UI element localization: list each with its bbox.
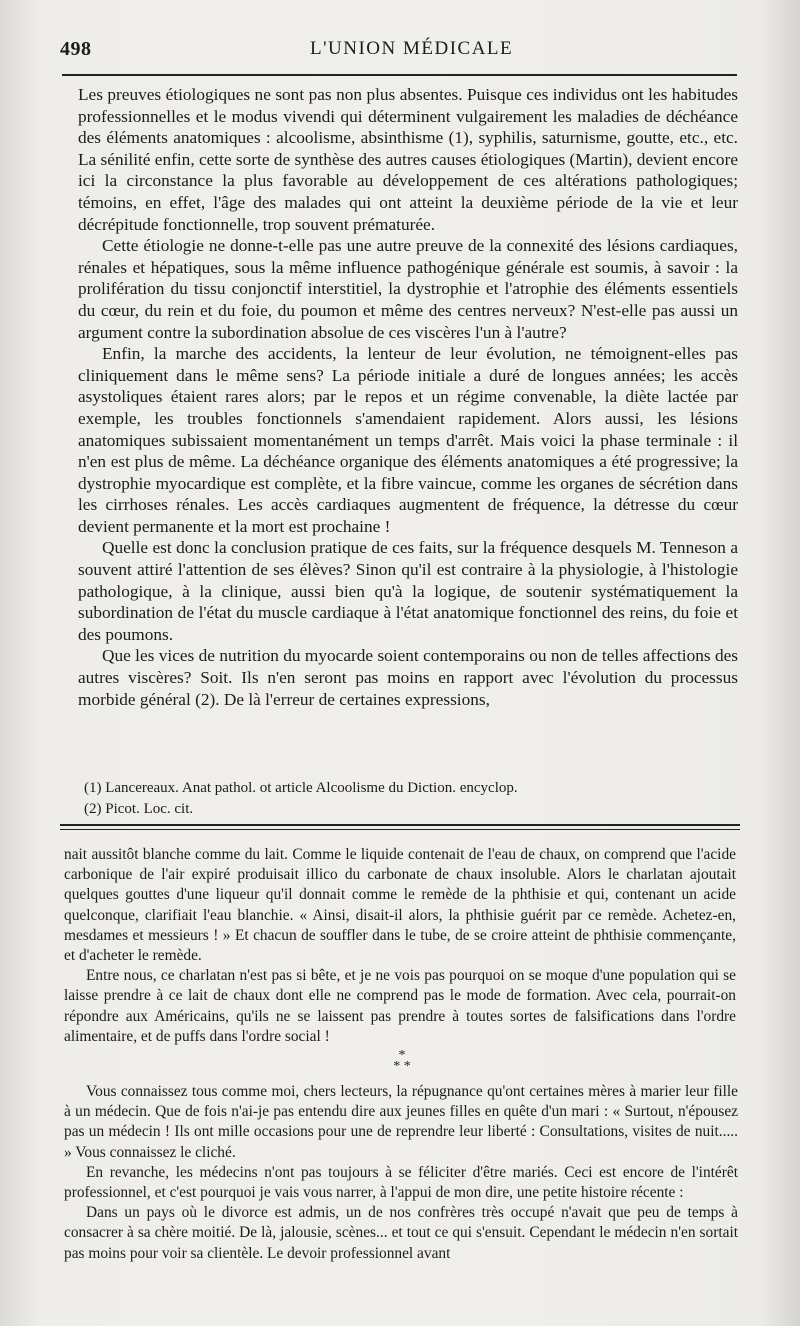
feuilleton-paragraph: Entre nous, ce charlatan n'est pas si bête, et je ne vois pas pourquoi on se moque d'une population qui se laisse prendre à ce lait de chaux dont elle ne comprend pas le mode de formation. Avec cela, pourrait-on répondre aux Américains, qu'ils ne se laissent pas prendre à toutes sortes de falsifications dans l'ordre alimentaire, et de puffs dans l'ordre social ! (64, 967, 736, 1045)
footnotes (84, 778, 724, 820)
page-header (60, 38, 740, 66)
footnote: (1) Lancereaux. Anat pathol. ot article Alcoolisme du Diction. encyclop. (84, 780, 518, 796)
main-paragraph: Cette étiologie ne donne-t-elle pas une autre preuve de la connexité des lésions cardiaques, rénales et hépatiques, sous la même influence pathogénique générale est soumis, à savoir : la prolifération du tissu conjonctif interstitiel, la dystrophie et l'atrophie des éléments essentiels du cœur, du rein et du foie, du poumon et même des centres nerveux? N'est-elle pas aussi un argument contre la subordination absolue de ces viscères l'un à l'autre? (78, 236, 738, 342)
main-text (78, 84, 738, 710)
feuilleton-separator-rule (60, 824, 740, 830)
running-head: L'UNION MÉDICALE (310, 38, 514, 59)
main-paragraph: Quelle est donc la conclusion pratique de ces faits, sur la fréquence desquels M. Tenneson a souvent attiré l'attention de ses élèves? Sinon qu'il est contraire à la physiologie, à l'histologie pathologique, à la clinique, aussi bien qu'à la logique, de soutenir systématiquement la subordination de l'état du muscle cardiaque à l'état anatomique fonctionnel des reins, du foie et des poumons. (78, 538, 738, 644)
page-number: 498 (60, 38, 92, 60)
main-paragraph: Que les vices de nutrition du myocarde soient contemporains ou non de telles affections des autres viscères? Soit. Ils n'en seront pas moins en rapport avec l'évolution du processus morbide général (2). De là l'erreur de certaines expressions, (78, 646, 738, 709)
feuilleton-paragraph: Vous connaissez tous comme moi, chers lecteurs, la répugnance qu'ont certaines mères à marier leur fille à un médecin. Que de fois n'ai-je pas entendu dire aux jeunes filles en quête d'un mari : « Surtout, n'épousez pas un médecin ! Ils ont mille occasions pour une de reprendre leur liberté : Consultations, visites de nuit..... » Vous connaissez le cliché. (64, 1083, 738, 1161)
feuilleton-paragraph: En revanche, les médecins n'ont pas toujours à se féliciter d'être mariés. Ceci est encore de l'intérêt professionnel, et c'est pourquoi je vais vous narrer, à l'appui de mon dire, une petite histoire récente : (64, 1163, 738, 1202)
feuilleton-text-continued (64, 1082, 738, 1264)
header-rule (62, 74, 737, 76)
footnote: (2) Picot. Loc. cit. (84, 801, 194, 817)
feuilleton-paragraph: Dans un pays où le divorce est admis, un de nos confrères très occupé n'avait que peu de temps à consacrer à sa chère moitié. De là, jalousie, scènes... et tout ce qui s'ensuit. Cependant le médecin n'en sortait pas moins pour voir sa clientèle. Le devoir professionnel avant (64, 1204, 738, 1262)
feuilleton-paragraph: nait aussitôt blanche comme du lait. Comme le liquide contenait de l'eau de chaux, on comprend que l'acide carbonique de l'air expiré produisait illico du carbonate de chaux insoluble. Alors le charlatan ajoutait quelques gouttes d'une liqueur qu'il donnait comme le remède de la phthisie et qui, contenant un acide quelconque, clarifiait l'eau blanchie. « Ainsi, disait-il alors, la phthisie guérit par ce remède. Achetez-en, mesdames et messieurs ! » Et chacun de souffler dans le tube, de se croire atteint de phthisie commençante, et d'acheter le remède. (64, 846, 736, 965)
main-paragraph: Les preuves étiologiques ne sont pas non plus absentes. Puisque ces individus ont les habitudes professionnelles et le modus vivendi qui déterminent vulgairement les maladies de déchéance des éléments anatomiques : alcoolisme, absinthisme (1), syphilis, saturnisme, goutte, etc., etc. La sénilité enfin, cette sorte de synthèse des autres causes étiologiques (Martin), devient encore ici la circonstance la plus favorable au développement de ces altérations pathologiques; témoins, en effet, l'âge des malades qui ont atteint la deuxième période de la vie et leur décrépitude fonctionnelle, trop souvent prématurée. (78, 85, 738, 234)
asterism (372, 1050, 432, 1074)
feuilleton-text (64, 845, 736, 1047)
asterism-glyph: * * * (393, 1048, 411, 1074)
main-paragraph: Enfin, la marche des accidents, la lenteur de leur évolution, ne témoignent-elles pas cliniquement dans le même sens? La période initiale a duré de longues années; les accès asystoliques étaient rares alors; par le repos et un régime convenable, la diète lactée par exemple, les troubles fonctionnels s'amendaient rapidement. Alors aussi, les lésions anatomiques subissaient momentanément un temps d'arrêt. Mais voici la phase terminale : il n'en est plus de même. La déchéance organique des éléments anatomiques a été progressive; la dystrophie myocardique est complète, et la fibre vaincue, comme les organes de sécrétion dans les cirrhoses rénales. Les accès cardiaques augmentent de fréquence, la détresse du cœur devient permanente et la mort est prochaine ! (78, 344, 738, 536)
